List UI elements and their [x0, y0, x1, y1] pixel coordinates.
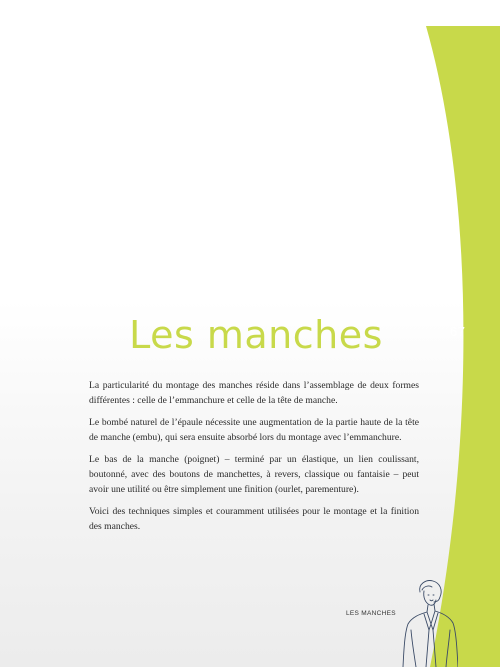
page-number: 67 — [450, 324, 466, 339]
paragraph-4: Voici des techniques simples et couramment utilisées pour le montage et la finition des manches. — [89, 506, 419, 532]
body-text — [89, 378, 419, 541]
paragraph-3: Le bas de la manche (poignet) – terminé par un élastique, un lien coulissant, boutonné, avec des boutons de manchettes, à revers, classique ou fantaisie – peut avoir une utilité ou être simplement une finition (ourlet, parementure). — [89, 454, 419, 495]
woman-sketch-icon — [398, 578, 458, 667]
chapter-title: Les manches — [129, 313, 383, 357]
paragraph-2: Le bombé naturel de l’épaule nécessite une augmentation de la partie haute de la tête de manche (embu), qui sera ensuite absorbé lors du montage avec l’emmanchure. — [89, 417, 419, 443]
paragraph-1: La particularité du montage des manches réside dans l’assemblage de deux formes différentes : celle de l’emmanchure et celle de la tête de manche. — [89, 380, 419, 406]
running-footer: LES MANCHES — [346, 610, 396, 617]
